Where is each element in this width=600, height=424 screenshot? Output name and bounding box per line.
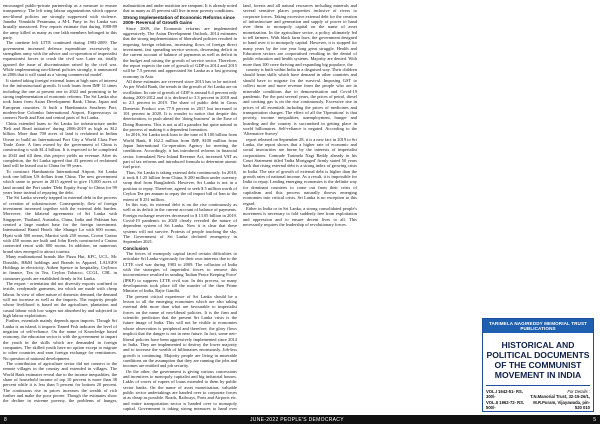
article-paragraph: It started taking foreign/ external loans at high rates of interest for the infrastructural growth. It took loans from IMF 11 times including the one at present one in 2022 and promising to be strong implementation of economic reforms. The Sri Lanka also took loans from Asian Development Bank, China, Japan and European countries. It built a Hambantota Southern Port, modern-line Colombo International Airport, Expressways to connect North and East and central parts of Sri Lanka. — [3, 77, 117, 121]
advert-volumes — [486, 389, 528, 411]
conclusion-heading: Conclusion — [123, 245, 149, 251]
article-paragraph: In this way, its external debt is on the rise continuously as well as its deficit in the current account of balance of payments. Foreign exchange reserves decreased to $ 13.05 billion in 2019. Covid-19 pandemic in 2020 clearly revealed the nature of dependent system of Sri Lanka. Now it is clear that these systems will not survive. Protests of people touching the sky. The Government of Sri Lanka declared emergency in September 2021. — [123, 201, 237, 245]
article-paragraph: Further, essentials mainly depends upon imports. Though Sri Lanka is an island, it imports Tinned Fish indicates the level of negation of self-reliance. On the name of Knowledge based economy, the education sector is with the government to impart the youth in the skills which are demanded in foreign companies. The skilled youth have no option except to migrate to other countries and earn foreign exchange for remittances. No question of national development. — [3, 318, 117, 361]
advert-title: HISTORICAL AND POLITICAL DOCUMENTS OF THE COMMUNIST MOVEMENT IN INDIA — [486, 340, 590, 380]
article-paragraph: All these estimates are reversed since 2013 has to be noticed. As per World Bank, the trends in the growth of Sri Lanka are on oscillation. Its rate of growth of GDP is around 6.4 percent only during 2003-2012 and it is declined to 3.3 percent in 2018 and to 2.3 percent in 2019. The share of public debt in Gross Domestic Product was 77.9 percent in 2017 but increased to 101 percent in 2020. It is wonder to notice that despite this deterioration, to push ahead the 'doing business' in the Ease of Doing Business. This is not at all a paradox but quite natural in the process of making it a dependent formation. — [123, 78, 237, 133]
article-paragraph: The export - orientation did not diversify exports confined to textile, readymade garments, tea which are made with cheap labour. In view of other nature of domestic demand, the demand will not increase as well as the imports. The majority people whose livelihood is based on the agriculture, plantation and casual labour with low wages not absorbed by and subjected to high labour exploitation. — [3, 280, 117, 318]
article-paragraph: encouraged public-private partnership as a measure to ensure transparency. The left wing labour organizations which oppose neo-liberal policies are strongly suppressed with violence. Janatha Vimukthi Peramuna, a M-L Party in Sri Lanka was brutally massacred. Few reports estimate that during 1988-89 the army killed as many as one lakh members belonged to this party. — [3, 3, 117, 41]
article-paragraph: The onetime left LTTE continued during 1983-2009. The government increased defence expenditure excessively to strengthen army with the advice and co-operation of imperialist expansionist forces to crush the civil war. Later on, totally ignored the issue of discrimination raised by the civil war. While implementing neo-liberal policies strongly, it announced in 2006 that it will stand as a 'strong commercial model'. — [3, 40, 117, 78]
article-paragraph: The Sri Lanka severely trapped in external debt in the process of creation of infrastructure. Consequently, flow of foreign investment increased together with the external debt burden. Moreover, the bilateral agreements of Sri Lanka with Singapore, Thailand, Australia, China, India and Pakistan has created a large market base for the foreign investment. International Brand Hotels like Shangri La with 600 rooms, Hyatt with 500 rooms, Marriot with 250 rooms, Crown Casino with 450 rooms are built and John Keels constructed a Casino connected resort with 800 rooms. In addition, on numerous brand sites emerged to attract tourists. — [3, 195, 117, 254]
article-paragraph: The forces of monopoly capital faced certain difficulties to articulate Sri Lanka vigorously for their own interests due to the LTTE civil war during 1983 to 2009. The collusion of India with the strategies of imperialist forces to remove this inconvenience resulted in sending 'Indian Peace Keeping Force' (IPKF) to suppress LTTE civil war. In this process, so many developments took place till the murder of the then Prime Minister of India, Rajiv Gandhi. — [123, 251, 237, 294]
advert-volume-1: VOL.I 1942-51- RS. 300/- — [486, 389, 524, 400]
advert-contact-address: M.R.Puram, Vijayawada, pin-520 010 — [533, 399, 590, 411]
article-paragraph: Since 2009, the Economic reforms are implemented aggressively. The Asian Development Outlook, 2014 estimates that the strong implementation of liberalised policies resulted in imposing foreign relations, increasing flows of foreign direct investment, fast spreading service sectors, decreasing deficit in the current account of balance of payments as well as deficit in the budget and raising the growth of service sector. Therefore, the report expects the rate of growth of GDP in 2014 and 2015 will be 7.5 percent and appreciated Sri Lanka as a fast growing economy in Asia. — [123, 25, 237, 79]
page-footer — [0, 415, 600, 424]
article-paragraph: To construct Hambantota International Airport, Sri Lanka took one billion US dollars from China. The new government which came to power in 2015 agreed to give 15,000 acres of land around the Port under 'Debt Equity Swap' to China for 99 years lease instead of repaying the debt. — [3, 168, 117, 196]
section-heading: Strong Implementation of Economic Reforms since 2009- Reversal of Growth Gains — [123, 14, 235, 26]
advert-space — [243, 227, 357, 337]
footer-publication: JUNE-2022 PEOPLE'S DEMOCRACY — [250, 416, 344, 423]
article-paragraph: country is built within India in a disguised way. Their children should learn skills which have demand in other countries and should have to migrate for the survival. Imposing GST to collect more and more revenue from the people who are in miserable conditions due to demonetisation and Covid-19 pandemic. For the past several years, the prices of petrol, diesel and cooking gas is on the rise continuously. Excessive rise in prices of all essentials including the prices of medicines and transportation charges. The effect of all the 'Operations' is that poverty, income inequalities, unemployment, hunger and hoarding and the country is succumbed in getting place in world billionaires. Self-reliance is negated. According to the 'Alternative Survey' — [243, 67, 357, 137]
article-paragraph: On the other, the government is giving various concessions and incentives to monopoly capitalist and big industrial houses. Lakhs of crores of rupees of loans extended to them by public sector banks. On the name of asset monetisation, valuable public sector undertakings are handed over to corporate forces at as cheap as possible. Roads, Railways, Ports and Airports etc. and entire transportation sector is handed over to monopoly capital. Government is taking strong measures to hand over land, forests and all natural resources including minerals and several sensitive places properties inclusive of rivers to corporate forces. Taking excessive external debt for the creation of infrastructure and generation and supply of power to hand over them to monopoly capital on the name of asset monetization. In the agriculture sector, a policy ultimately led to tell farmers. With black farm laws, the government designed to hand over it to monopoly capital. However, it is stopped for many years by the one year long great struggle. Health and Education sectors are corporatised resulting in the denial of public education and health systems. Majority are denied. With more than 100 crore thriving and expanding big populace, the — [123, 3, 357, 411]
article-paragraph: report released on September 28, it is a new fact in 2019 to Sri Lanka, the report shows that a higher rate of economic and social insecurities are borne by the interests of imperialist corporations. Comrade Tarimela Nagi Reddy already in his Court Statement titled 'India Mortgaged' firmly stated 50 years back that rising external debt is a strong index of growing crisis in India. The rate of growth of external debt is higher than the growth rates of national income. As a result, it is impossible for India to repay. Leading emerging economies is the definite way for dominant countries to come out from their crisis of capitalism and this process naturally throws emerging economies into critical crisis. Sri Lanka is no exception to this regard. — [243, 136, 357, 206]
article-paragraph: Many multinational brands like Pizza Hut, KFC, UCL, Mc Donalds, H&M holdings and Brands in Apparel, LAUGFS Holdings in electricity, Aitken Spence in hospitality, Ceylinco in finance, Tea in Tea, Ceylon Tobacco, CCGL, CBL in consumer goods are established firmly in Sri Lanka. — [3, 254, 117, 281]
article-paragraph: The contribution of agriculture sector did not connect to the remote villages in the country and extended in villages. The World Bank estimates reveal due to the income inequalities, the share of household income of top 10 percent is more than 38 percent while it is less than 5 percent for bottom 20 percent. The continuous rise in prices increases the wealth of rich further and make the poor poorer. Though the estimates show the decline in extreme poverty, the problems of hunger, malnutrition and under nutrition are rampant. It is already noted that as many as 45 percent still live in near poverty conditions. — [3, 3, 237, 404]
advert-contact — [528, 389, 590, 411]
advert-contact-label: For Details : — [567, 389, 590, 394]
advert-band: TARIMELA NAGIREDDY MEMORIAL TRUST PUBLICATIONS — [483, 319, 593, 333]
page-number-left: 8 — [4, 416, 7, 423]
article-paragraph: The present critical experience of Sri Lanka should be a lesson to all the emerging economies which are also taking external debt more than what are favourable to imperialist forces on the name of neo-liberal policies. It is the firm and scientific prediction that the present Sri Lanka crisis is the future image of India. This will not be visible to economies whose observation is peripheral and therefore, the glory flows implicit that the danger is not in near future. In fact, some neo-liberal policies have been aggressively implemented since 2014 in India. They are implemented to destroy the lower majority and to increase the wealth of billionaires enormously. Job-less growth is continuing. Majority people are living in miserable conditions on the assumption that they are running the jobs and incomes are entitled and job security. — [123, 293, 237, 369]
advert-details — [483, 386, 593, 411]
article-paragraph: Either in India or in Sri Lanka, a strong consolidated people's movement is necessary to fold suddenly free from exploitation and oppression and to ensure decent lives to all. This necessarily requires the leadership of revolutionary forces. — [243, 206, 357, 228]
article-paragraph: China extended loans to Sri Lanka for infrastructure under 'Belt and Road initiative' during 2006-2019 as high as $12 billion. More than 700 acres of land is reclaimed in Indian Ocean to build an International Port City a World Class Free Trade Zone. A firm owned by the government of China is constructing it with $1.4 billion. It is expected to be completed in 2043 and till then, this project yields no revenue. After its completion, the Sri Lanka agreed that 43 percent of reclaimed land will be leased out to China for 99 years. — [3, 120, 117, 169]
article-paragraph: Thus, Sri Lanka is taking external debt continuously. In 2018, it took $ 1.25 billion from China, $ 200 million under currency swap deal from Bangladesh. However, Sri Lanka is not in a position to repay. Therefore, agreed to seek $ 5 million worth of Ceylon Tea per annum to repay the oil import bill of Iran to the extent of $ 251 million. — [123, 169, 237, 202]
advert-contact-name: T.N.Manorial Trust, 32-15-26/1, — [530, 394, 590, 400]
publication-advert — [482, 318, 594, 412]
article-paragraph: In 2016, Sri Lanka took loan to the tune of $ 100 billion from World Bank, $ 162.2 million from IMF, $100 million from Japan International Co-operation Agency for meeting the conditions. Accordingly, it has introduced reforms in financial sector, formulated New Inland Revenue Act, increased VAT as part of tax reforms and introduced formula to determine atomic fuel price. — [123, 132, 237, 170]
advert-volume-2: VOL.II 1962-72- RS. 500/- — [486, 399, 525, 411]
page-number-right: 5 — [593, 416, 596, 423]
